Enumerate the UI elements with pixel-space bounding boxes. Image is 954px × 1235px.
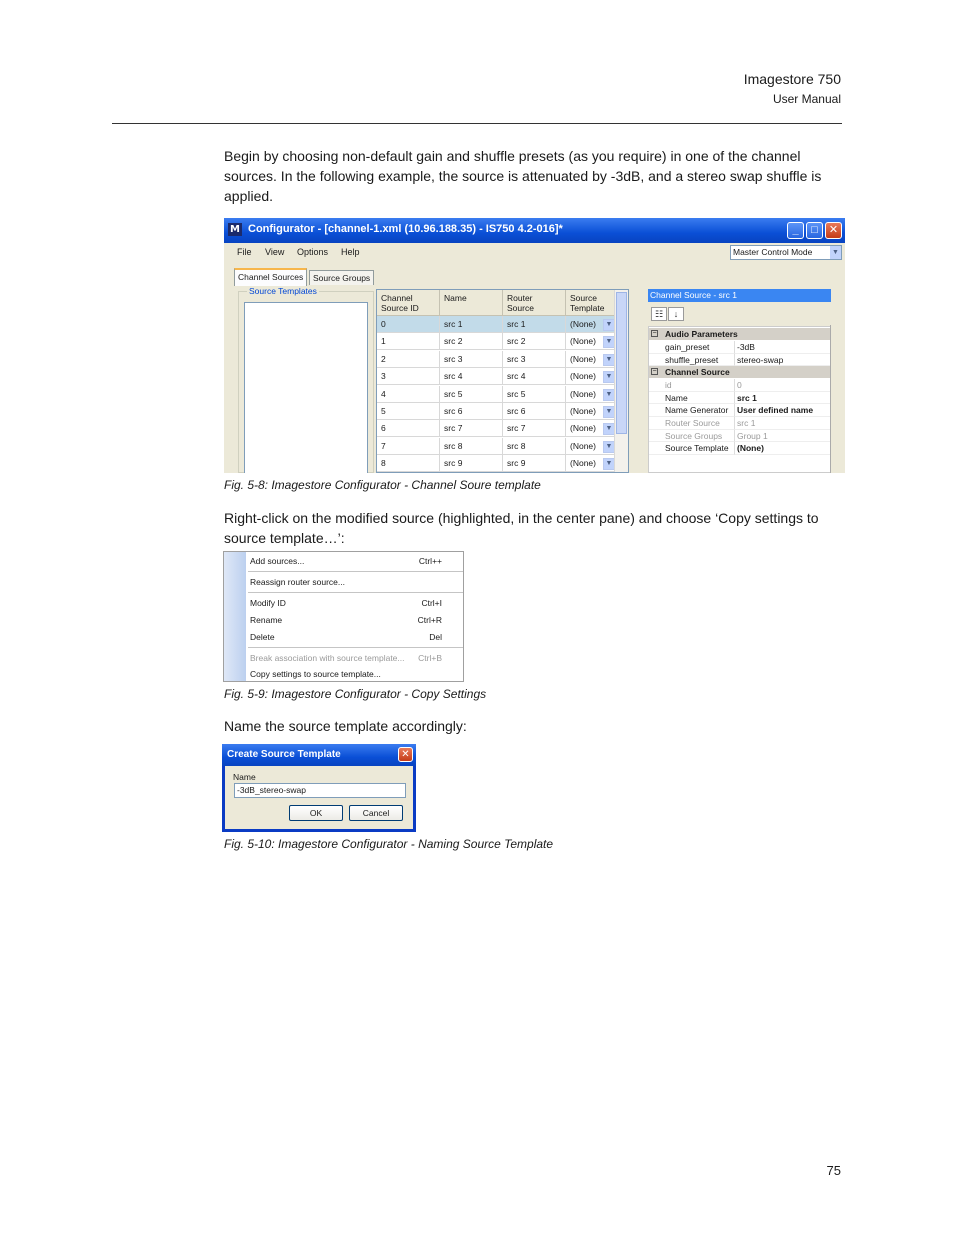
property-value[interactable]: src 1 [735, 392, 831, 405]
cell-text: 1 [381, 336, 386, 347]
table-cell-name [440, 368, 503, 385]
table-cell-template[interactable] [566, 403, 617, 420]
menu-item-label: Delete [250, 632, 275, 642]
source-templates-group [238, 286, 374, 473]
table-row[interactable] [377, 333, 628, 350]
table-row[interactable] [377, 438, 628, 455]
property-row[interactable] [649, 417, 831, 430]
menu-item-shortcut: Ctrl+R [417, 615, 442, 625]
cell-text: 0 [381, 319, 386, 329]
table-row[interactable] [377, 351, 628, 368]
cell-text: src 3 [444, 353, 463, 364]
cell-text: 6 [381, 423, 386, 434]
cell-text: (None) [570, 319, 596, 329]
table-cell-id [377, 386, 440, 403]
grid-scrollbar[interactable] [614, 290, 628, 472]
property-value[interactable]: 0 [735, 379, 831, 392]
cell-text: src 7 [444, 423, 463, 434]
table-cell-id [377, 455, 440, 472]
table-cell-router [503, 455, 566, 472]
cancel-button[interactable]: Cancel [349, 805, 403, 821]
menu-item-label: Reassign router source... [250, 577, 345, 587]
chevron-down-icon: ▼ [830, 246, 841, 259]
table-cell-name [440, 386, 503, 403]
context-menu-item [250, 652, 462, 664]
tab-channel-sources[interactable]: Channel Sources [234, 268, 307, 286]
table-cell-router [503, 316, 566, 333]
menu-item-shortcut: Ctrl+I [421, 598, 442, 608]
cell-text: 2 [381, 353, 386, 364]
mode-select-value: Master Control Mode [733, 247, 813, 257]
chevron-down-icon[interactable]: ▼ [603, 423, 615, 435]
chevron-down-icon[interactable]: ▼ [603, 336, 615, 348]
property-value[interactable]: User defined name [735, 404, 831, 417]
context-menu-item[interactable] [250, 631, 462, 643]
property-value[interactable]: (None) [735, 442, 831, 455]
property-key: Name Generator [649, 404, 735, 417]
name-template-paragraph: Name the source template accordingly: [224, 718, 467, 734]
cell-text: src 5 [507, 388, 526, 399]
name-input[interactable]: -3dB_stereo-swap [234, 783, 406, 798]
table-row[interactable] [377, 403, 628, 420]
source-templates-label: Source Templates [249, 286, 317, 296]
mode-select[interactable] [730, 245, 842, 260]
cell-text: (None) [570, 440, 596, 451]
menu-view[interactable]: View [265, 247, 285, 257]
table-cell-router [503, 368, 566, 385]
grid-header-cell[interactable]: Router Source [503, 290, 566, 316]
tab-source-groups[interactable]: Source Groups [309, 270, 374, 285]
table-cell-name [440, 420, 503, 437]
menu-item-shortcut: Del [429, 632, 442, 642]
cell-text: src 2 [507, 336, 526, 347]
property-key: gain_preset [649, 341, 735, 354]
property-value[interactable]: Group 1 [735, 430, 831, 443]
close-icon: ✕ [828, 224, 839, 236]
property-key: Router Source [649, 417, 735, 430]
property-key: shuffle_preset [649, 354, 735, 367]
table-cell-template[interactable] [566, 333, 617, 350]
context-menu-item[interactable] [250, 597, 462, 609]
cell-text: 7 [381, 440, 386, 451]
table-cell-id [377, 420, 440, 437]
cell-text: src 6 [507, 406, 526, 416]
chevron-down-icon[interactable]: ▼ [603, 458, 615, 470]
window-title: Configurator - [channel-1.xml (10.96.188.35) - IS750 4.2-016]* [248, 223, 563, 235]
property-row[interactable] [649, 341, 831, 354]
channel-sources-grid [376, 289, 629, 473]
table-cell-name [440, 333, 503, 350]
app-logo-icon: M [228, 223, 242, 236]
caption-fig-5-9: Fig. 5-9: Imagestore Configurator - Copy Settings [224, 687, 487, 701]
table-cell-template[interactable] [566, 316, 617, 333]
maximize-button[interactable] [806, 222, 823, 239]
property-row[interactable] [649, 354, 831, 367]
grid-header-cell[interactable]: Source Template [566, 290, 617, 316]
property-row[interactable] [649, 442, 831, 455]
cell-text: src 1 [444, 319, 463, 329]
property-row[interactable] [649, 392, 831, 405]
cell-text: src 9 [444, 458, 463, 469]
dialog-titlebar[interactable] [222, 744, 416, 766]
menu-item-label: Break association with source template... [250, 653, 405, 663]
cell-text: 5 [381, 406, 386, 416]
menu-help[interactable]: Help [341, 247, 360, 257]
cell-text: src 7 [507, 423, 526, 434]
property-value[interactable]: src 1 [735, 417, 831, 430]
name-label: Name [233, 772, 256, 782]
cell-text: src 5 [444, 388, 463, 399]
menu-item-label: Rename [250, 615, 283, 625]
context-menu [223, 551, 464, 682]
chevron-down-icon[interactable]: ▼ [603, 389, 615, 401]
table-cell-name [440, 455, 503, 472]
table-cell-router [503, 403, 566, 420]
dialog-body [225, 766, 413, 829]
table-row[interactable] [377, 420, 628, 437]
maximize-icon: □ [811, 224, 818, 236]
caption-fig-5-10: Fig. 5-10: Imagestore Configurator - Naming Source Template [224, 837, 554, 851]
grid-header [377, 290, 628, 316]
chevron-down-icon[interactable]: ▼ [603, 371, 615, 383]
menu-separator [248, 647, 464, 648]
minimize-icon: _ [792, 224, 799, 236]
table-cell-id [377, 351, 440, 368]
sort-alphabetical-icon[interactable]: ↓ [668, 307, 684, 321]
menu-item-shortcut: Ctrl++ [418, 556, 442, 566]
chevron-down-icon[interactable]: ▼ [603, 441, 615, 453]
right-click-paragraph: Right-click on the modified source (highlighted, in the center pane) and choose ‘Copy settings to source template…’: [224, 510, 819, 546]
property-value[interactable]: -3dB [735, 341, 831, 354]
grid-header-cell[interactable]: Channel Source ID [377, 290, 440, 316]
menu-separator [248, 571, 464, 572]
property-key: Name [649, 392, 735, 405]
property-key: Source Groups [649, 430, 735, 443]
table-cell-template[interactable] [566, 368, 617, 385]
cell-text: src 2 [444, 336, 463, 347]
property-scrollbar[interactable] [830, 325, 831, 473]
table-row[interactable] [377, 455, 628, 472]
menu-bar [224, 243, 845, 263]
table-cell-template[interactable] [566, 351, 617, 368]
table-cell-router [503, 351, 566, 368]
configurator-titlebar[interactable] [224, 218, 845, 243]
menu-item-shortcut: Ctrl+B [418, 653, 442, 663]
menu-item-label: Modify ID [250, 598, 286, 608]
cell-text: (None) [570, 423, 596, 434]
configurator-window [224, 218, 845, 473]
property-toolbar [648, 303, 831, 325]
property-key: Source Template [649, 442, 735, 455]
table-cell-router [503, 420, 566, 437]
chevron-down-icon[interactable]: ▼ [603, 406, 615, 418]
cell-text: src 6 [444, 406, 463, 416]
grid-header-cell[interactable]: Name [440, 290, 503, 316]
cell-text: src 1 [507, 319, 526, 329]
property-value[interactable]: stereo-swap [735, 354, 831, 367]
cell-text: src 4 [444, 371, 463, 382]
property-grid [648, 326, 831, 473]
table-cell-id [377, 403, 440, 420]
caption-fig-5-8: Fig. 5-8: Imagestore Configurator - Channel Soure template [224, 478, 541, 492]
cell-text: (None) [570, 406, 596, 416]
property-category-label: Channel Source [665, 367, 730, 378]
cell-text: src 3 [507, 353, 526, 364]
table-cell-template[interactable] [566, 455, 617, 472]
menu-item-label: Add sources... [250, 556, 305, 566]
property-row[interactable] [649, 404, 831, 417]
table-cell-template[interactable] [566, 420, 617, 437]
dialog-title: Create Source Template [227, 749, 341, 760]
header-rule [112, 123, 842, 124]
context-menu-item[interactable] [250, 668, 462, 680]
cell-text: (None) [570, 371, 596, 382]
property-panel-title: Channel Source - src 1 [648, 289, 831, 302]
document-subtitle: User Manual [772, 92, 841, 106]
collapse-icon[interactable]: − [652, 330, 657, 337]
table-cell-id [377, 333, 440, 350]
menu-options[interactable]: Options [297, 247, 329, 257]
context-menu-gutter [224, 552, 246, 681]
collapse-icon[interactable]: − [652, 368, 657, 376]
table-cell-router [503, 386, 566, 403]
cell-text: (None) [570, 353, 596, 364]
create-source-template-dialog [222, 744, 416, 832]
property-key: id [649, 379, 735, 392]
property-category-label: Audio Parameters [665, 329, 738, 339]
cell-text: src 4 [507, 371, 526, 382]
table-cell-name [440, 403, 503, 420]
table-cell-id [377, 438, 440, 455]
table-cell-name [440, 316, 503, 333]
table-row[interactable] [377, 368, 628, 385]
table-cell-template[interactable] [566, 438, 617, 455]
chevron-down-icon[interactable]: ▼ [603, 354, 615, 366]
table-cell-name [440, 438, 503, 455]
property-row[interactable] [649, 430, 831, 443]
context-menu-item[interactable] [250, 614, 462, 626]
ok-button[interactable]: OK [289, 805, 343, 821]
cell-text: (None) [570, 388, 596, 399]
cell-text: 8 [381, 458, 386, 469]
document-title: Imagestore 750 [743, 71, 841, 87]
minimize-button[interactable] [787, 222, 804, 239]
dialog-close-button[interactable] [398, 747, 413, 762]
cell-text: src 8 [507, 440, 526, 451]
menu-item-label: Copy settings to source template... [250, 669, 381, 679]
table-row[interactable] [377, 386, 628, 403]
menu-file[interactable]: File [237, 247, 252, 257]
chevron-down-icon[interactable]: ▼ [603, 319, 615, 331]
intro-paragraph: Begin by choosing non-default gain and shuffle presets (as you require) in one of the channel sources. In the following example, the source is attenuated by -3dB, and a stereo swap shuffle is applied. [224, 148, 822, 204]
table-cell-router [503, 333, 566, 350]
cell-text: (None) [570, 458, 596, 469]
scroll-thumb[interactable] [616, 292, 627, 434]
property-category[interactable] [649, 366, 831, 378]
menu-separator [248, 592, 464, 593]
table-cell-name [440, 351, 503, 368]
property-panel [648, 289, 831, 473]
cell-text: src 8 [444, 440, 463, 451]
page-number: 75 [826, 1163, 841, 1178]
close-button[interactable] [825, 222, 842, 239]
cell-text: (None) [570, 336, 596, 347]
table-cell-id [377, 316, 440, 333]
cell-text: src 9 [507, 458, 526, 469]
context-menu-item[interactable] [250, 576, 462, 588]
cell-text: 3 [381, 371, 386, 382]
table-cell-template[interactable] [566, 386, 617, 403]
source-templates-list[interactable] [244, 302, 368, 473]
context-menu-item[interactable] [250, 555, 462, 567]
table-cell-id [377, 368, 440, 385]
categorized-icon[interactable]: ☷ [651, 307, 667, 321]
property-category[interactable] [649, 328, 831, 340]
close-icon: ✕ [401, 749, 410, 760]
table-row[interactable] [377, 316, 628, 333]
property-row[interactable] [649, 379, 831, 392]
table-cell-router [503, 438, 566, 455]
cell-text: 4 [381, 388, 386, 399]
